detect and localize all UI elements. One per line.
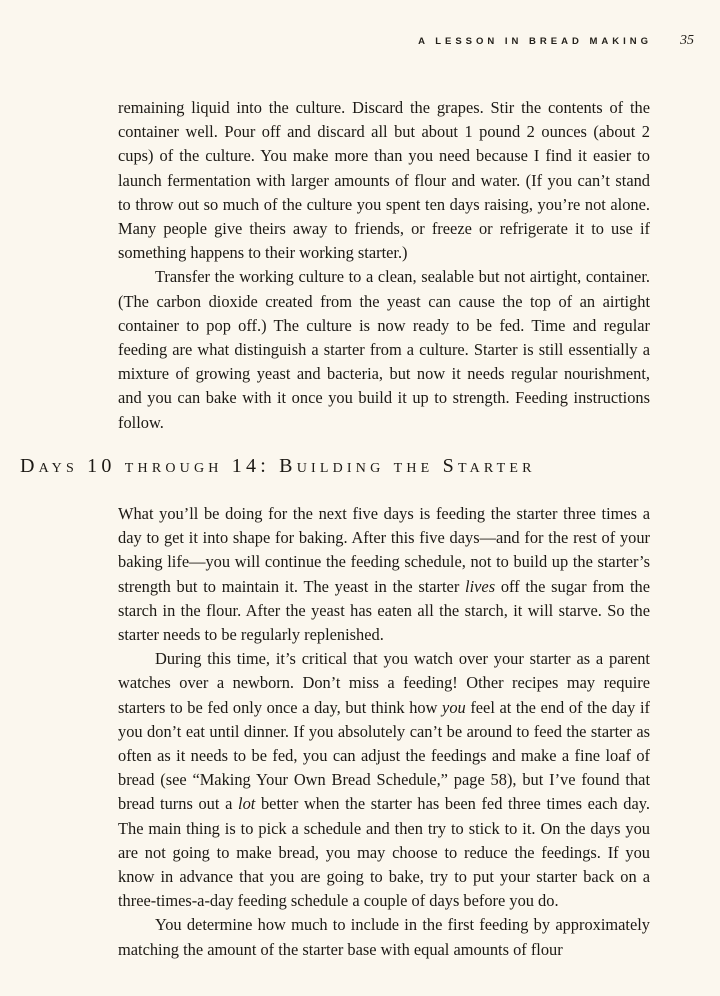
running-head <box>0 33 720 53</box>
paragraph-text: During this time, it’s critical that you watch over your starter as a parent watches over a newborn. Don’t miss a feeding! Other recipes may require starters to be fed only once a day, but think how <box>118 649 650 717</box>
body-text-top <box>118 96 650 435</box>
paragraph-feeding-schedule <box>118 502 650 647</box>
paragraph-text: What you’ll be doing for the next five days is feeding the starter three times a day to get it into shape for baking. After this five days—and for the rest of your baking life—you will continue the feeding schedule, not to build up the starter’s strength but to maintain it. The yeast in the starter <box>118 504 650 596</box>
emphasis-lives: lives <box>465 576 496 596</box>
section-heading: Days 10 through 14: Building the Starter <box>20 455 536 477</box>
paragraph-transfer-culture: Transfer the working culture to a clean, sealable but not airtight, container. (The carbon dioxide created from the yeast can cause the top of an airtight container to pop off.) The culture is now ready to be fed. Time and regular feeding are what distinguish a starter from a culture. Starter is still essentially a mixture of growing yeast and bacteria, but now it needs regular nourishment, and you can bake with it once you build it up to strength. Feeding instructions follow. <box>118 267 650 432</box>
paragraph-text: better when the starter has been fed three times each day. The main thing is to pick a schedule and then try to stick to it. On the days you are not going to make bread, you may choose to reduce the feedings. If you know in advance that you are going to bake, try to put your starter back on a three-times-a-day feeding schedule a couple of days before you do. <box>118 794 650 911</box>
running-head-title: A LESSON IN BREAD MAKING <box>418 36 652 47</box>
emphasis-lot: lot <box>238 794 256 814</box>
emphasis-you: you <box>442 697 466 717</box>
paragraph-watch-starter <box>118 647 650 913</box>
paragraph-text: off the sugar from the starch in the flour. After the yeast has eaten all the starch, it will starve. So the starter needs to be regularly replenished. <box>118 576 650 645</box>
paragraph-text: feel at the end of the day if you don’t eat until dinner. If you absolutely can’t be around to feed the starter as often as it needs to be fed, you can adjust the feedings and make a fine loaf of bread (see “Making Your Own Bread Schedule,” page 58), but I’ve found that bread turns out a <box>118 697 650 814</box>
body-text-section <box>118 502 650 962</box>
page-number: 35 <box>680 33 694 48</box>
paragraph-continued: remaining liquid into the culture. Discard the grapes. Stir the contents of the container well. Pour off and discard all but about 1 pound 2 ounces (about 2 cups) of the culture. You make more than you need because I find it easier to launch fermentation with larger amounts of flour and water. (If you can’t stand to throw out so much of the culture you spent ten days raising, you’re not alone. Many people give theirs away to friends, or freeze or refrigerate it to use if something happens to their working starter.) <box>118 98 650 263</box>
paragraph-first-feeding: You determine how much to include in the first feeding by approximately matching the amount of the starter base with equal amounts of flour <box>118 915 650 959</box>
